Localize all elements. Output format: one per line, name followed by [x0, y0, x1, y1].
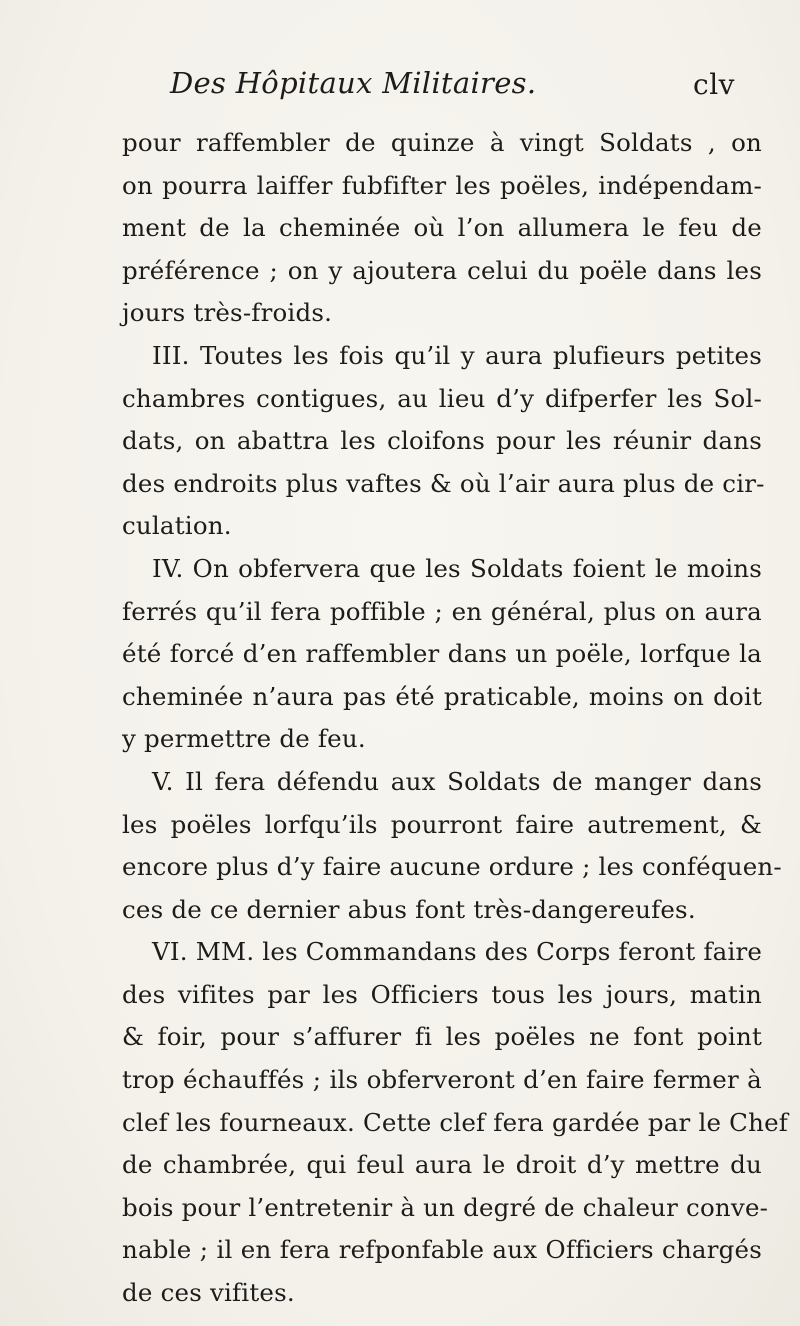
text-line: trop échauffés ; ils obferveront d’en faire fermer à	[122, 1065, 762, 1095]
text-line: des endroits plus vaftes & où l’air aura plus de cir-	[122, 468, 765, 498]
text-line: chambres contigues, au lieu d’y difperfer les Sol-	[122, 383, 762, 413]
text-line: des vifites par les Officiers tous les jours, matin	[122, 979, 762, 1009]
text-line: encore plus d’y faire aucune ordure ; les conféquen-	[122, 852, 782, 882]
text-line: jours très-froids.	[122, 298, 333, 328]
paragraph-5	[122, 761, 782, 931]
text-line: bois pour l’entretenir à un degré de chaleur conve-	[122, 1192, 769, 1222]
running-head-title: Des Hôpitaux Militaires.	[170, 66, 537, 100]
text-line: nable ; il en fera refponfable aux Officiers chargés	[122, 1235, 762, 1265]
text-line: y permettre de feu.	[122, 724, 366, 754]
paragraph-1	[122, 122, 762, 335]
text-line: ment de la cheminée où l’on allumera le feu de	[122, 213, 762, 243]
text-line: dats, on abattra les cloifons pour les réunir dans	[122, 426, 762, 456]
text-line: on pourra laiffer fubfifter les poëles, indépendam-	[122, 170, 762, 200]
text-line: culation.	[122, 511, 232, 541]
text-line: été forcé d’en raffembler dans un poële, lorfque la	[122, 639, 762, 669]
text-line: VI. MM. les Commandans des Corps feront faire	[152, 937, 763, 967]
text-line: & foir, pour s’affurer fi les poëles ne font point	[122, 1022, 762, 1052]
text-line: clef les fourneaux. Cette clef fera gardée par le Chef	[122, 1107, 789, 1137]
text-line: IV. On obfervera que les Soldats foient le moins	[152, 553, 762, 583]
text-line: V. Il fera défendu aux Soldats de manger dans	[152, 766, 762, 796]
text-line: pour raffembler de quinze à vingt Soldats , on	[122, 128, 762, 157]
running-head	[170, 66, 735, 112]
text-line: de ces vifites.	[122, 1278, 295, 1308]
body-text	[122, 122, 789, 1315]
text-line: ferrés qu’il fera poffible ; en général, plus on aura	[122, 596, 762, 626]
page-number: clv	[693, 68, 735, 101]
paragraph-4	[122, 548, 762, 761]
paragraph-3	[122, 335, 765, 548]
paragraph-6	[122, 931, 789, 1314]
text-line: préférence ; on y ajoutera celui du poële dans les	[122, 255, 762, 285]
text-line: les poëles lorfqu’ils pourront faire autrement, &	[122, 809, 762, 839]
text-line: III. Toutes les fois qu’il y aura plufieurs petites	[152, 340, 762, 370]
text-line: cheminée n’aura pas été praticable, moins on doit	[122, 681, 762, 711]
text-line: ces de ce dernier abus font très-dangereufes.	[122, 894, 696, 924]
text-line: de chambrée, qui feul aura le droit d’y mettre du	[122, 1150, 762, 1180]
